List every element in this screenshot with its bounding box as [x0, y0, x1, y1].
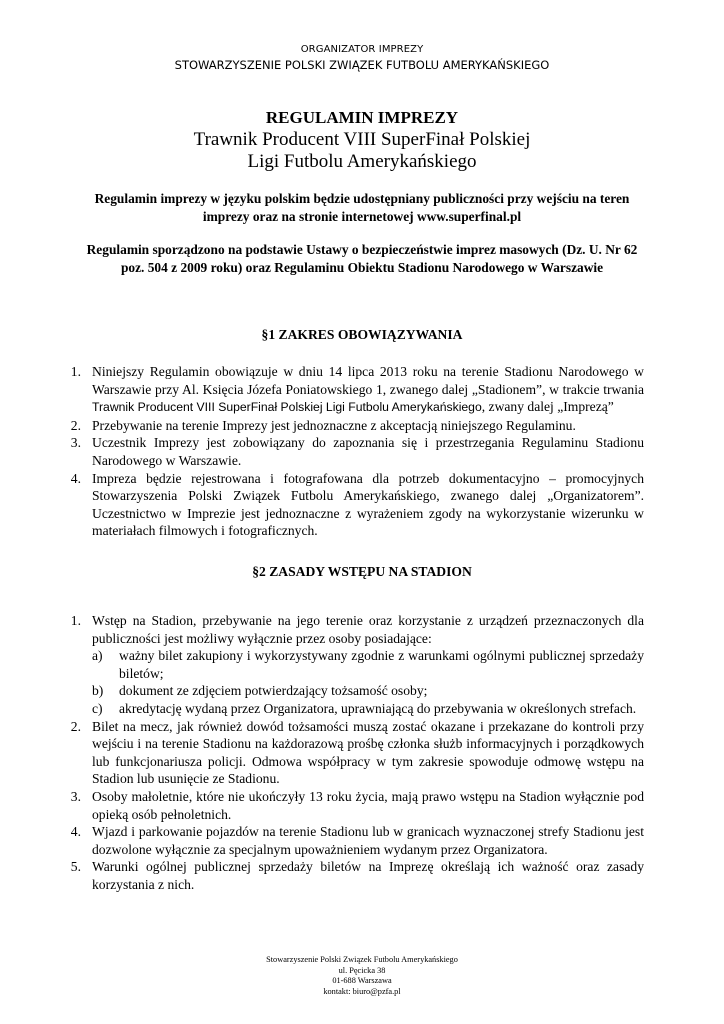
item-text: Uczestnik Imprezy jest zobowiązany do zapoznania się i przestrzegania Regulaminu Stadionu Narodowego w Warszawie. [92, 435, 644, 468]
list-item [70, 470, 644, 540]
legal-basis-note: Regulamin sporządzono na podstawie Ustawy o bezpieczeństwie imprez masowych (Dz. U. Nr 62 poz. 504 z 2009 roku) oraz Regulaminu Obiektu Stadionu Narodowego w Warszawie [86, 242, 638, 275]
organizer-label: ORGANIZATOR IMPREZY [300, 44, 424, 55]
footer-contact: kontakt: biuro@pzfa.pl [323, 986, 401, 996]
section2-heading: §2 ZASADY WSTĘPU NA STADION [252, 564, 472, 579]
item-text: Wjazd i parkowanie pojazdów na terenie Stadionu lub w granicach wyznaczonej strefy Stadionu jest dozwolone wyłącznie za specjalnym upoważnieniem wydanym przez Organizatora. [92, 824, 644, 857]
sublist-label: a) [92, 648, 103, 664]
item-text: Przebywanie na terenie Imprezy jest jednoznaczne z akceptacją niniejszego Regulaminu. [92, 417, 576, 433]
item-number: 3. [70, 788, 81, 804]
footer-org-name: Stowarzyszenie Polski Związek Futbolu Amerykańskiego [266, 955, 458, 964]
list-item [70, 718, 644, 788]
list-item [70, 363, 644, 417]
item-text-tail: , zwany dalej „Imprezą” [481, 399, 614, 415]
footer-address [0, 955, 724, 997]
item-text: Impreza będzie rejestrowana i fotografowana dla potrzeb dokumentacyjno – promocyjnych Stowarzyszenia Polski Związek Futbolu Amerykańskiego, zwanego dalej „Organizatorem”. Uczestnictwo w Imprezie jest jednoznaczne z wyrażeniem zgody na wykorzystanie wizerunku w materiałach filmowych i fotograficznych. [92, 470, 644, 539]
item-text: Niniejszy Regulamin obowiązuje w dniu 14 lipca 2013 roku na terenie Stadionu Narodowego w Warszawie przy Al. Księcia Józefa Poniatowskiego 1, zwanego dalej „Stadionem”, w trakcie trwania [92, 364, 644, 397]
sublist-item [92, 647, 644, 682]
section1-heading: §1 ZAKRES OBOWIĄZYWANIA [261, 327, 463, 342]
item-number: 4. [70, 824, 81, 840]
sublist-label: c) [92, 700, 103, 716]
sublist-text: dokument ze zdjęciem potwierdzający tożsamość osoby; [119, 683, 428, 699]
item-text: Wstęp na Stadion, przebywanie na jego terenie oraz korzystanie z urządzeń przeznaczonych dla publiczności jest możliwy wyłącznie przez osoby posiadające: [92, 613, 644, 646]
event-name [0, 129, 724, 173]
list-item [70, 612, 644, 718]
item-text: Bilet na mecz, jak również dowód tożsamości muszą zostać okazane i przekazane do kontroli przy wejściu i na terenie Stadionu na każdorazową prośbę członka służb informacyjnych i porządkowych lub funkcjonariusza policji. Odmowa współpracy w tym zakresie spowoduje odmowę wstępu na Stadion lub usunięcie ze Stadionu. [92, 718, 644, 787]
item-number: 1. [70, 364, 81, 379]
section1-list [70, 363, 644, 540]
sublist-text: ważny bilet zakupiony i wykorzystywany zgodnie z warunkami ogólnymi publicznej sprzedaży biletów; [119, 648, 644, 681]
organizer-name: STOWARZYSZENIE POLSKI ZWIĄZEK FUTBOLU AMERYKAŃSKIEGO [174, 58, 550, 72]
list-item [70, 434, 644, 469]
availability-note: Regulamin imprezy w języku polskim będzie udostępniany publiczności przy wejściu na teren imprezy oraz na stronie internetowej www.superfinal.pl [94, 191, 630, 224]
item-number: 2. [70, 718, 81, 734]
item-number: 1. [70, 613, 81, 628]
sublist-text: akredytację wydaną przez Organizatora, uprawniającą do przebywania w określonych strefach. [119, 700, 637, 716]
footer-street: ul. Pęcicka 38 [338, 965, 386, 975]
list-item [70, 858, 644, 893]
list-item [70, 823, 644, 858]
footer-city: 01-688 Warszawa [332, 976, 392, 985]
item-text: Warunki ogólnej publicznej sprzedaży biletów na Imprezę określają ich ważność oraz zasady korzystania z nich. [92, 859, 644, 892]
sublist-item [92, 700, 644, 718]
section2-list [70, 612, 644, 894]
item-text: Osoby małoletnie, które nie ukończyły 13 roku życia, mają prawo wstępu na Stadion wyłącznie pod opieką osób pełnoletnich. [92, 788, 644, 822]
item-number: 4. [70, 470, 81, 486]
event-name-line2: Ligi Futbolu Amerykańskiego [247, 151, 477, 172]
item-number: 2. [70, 417, 81, 433]
item-number: 3. [70, 435, 81, 451]
list-item [70, 788, 644, 823]
item-text-event-name: Trawnik Producent VIII SuperFinał Polskiej Ligi Futbolu Amerykańskiego [92, 400, 482, 415]
event-name-line1: Trawnik Producent VIII SuperFinał Polskiej [193, 129, 531, 150]
list-item [70, 417, 644, 435]
document-title: REGULAMIN IMPREZY [265, 108, 459, 127]
sublist-label: b) [92, 683, 104, 699]
item-number: 5. [70, 859, 81, 875]
sublist-item [92, 682, 644, 700]
requirements-sublist [92, 647, 644, 717]
